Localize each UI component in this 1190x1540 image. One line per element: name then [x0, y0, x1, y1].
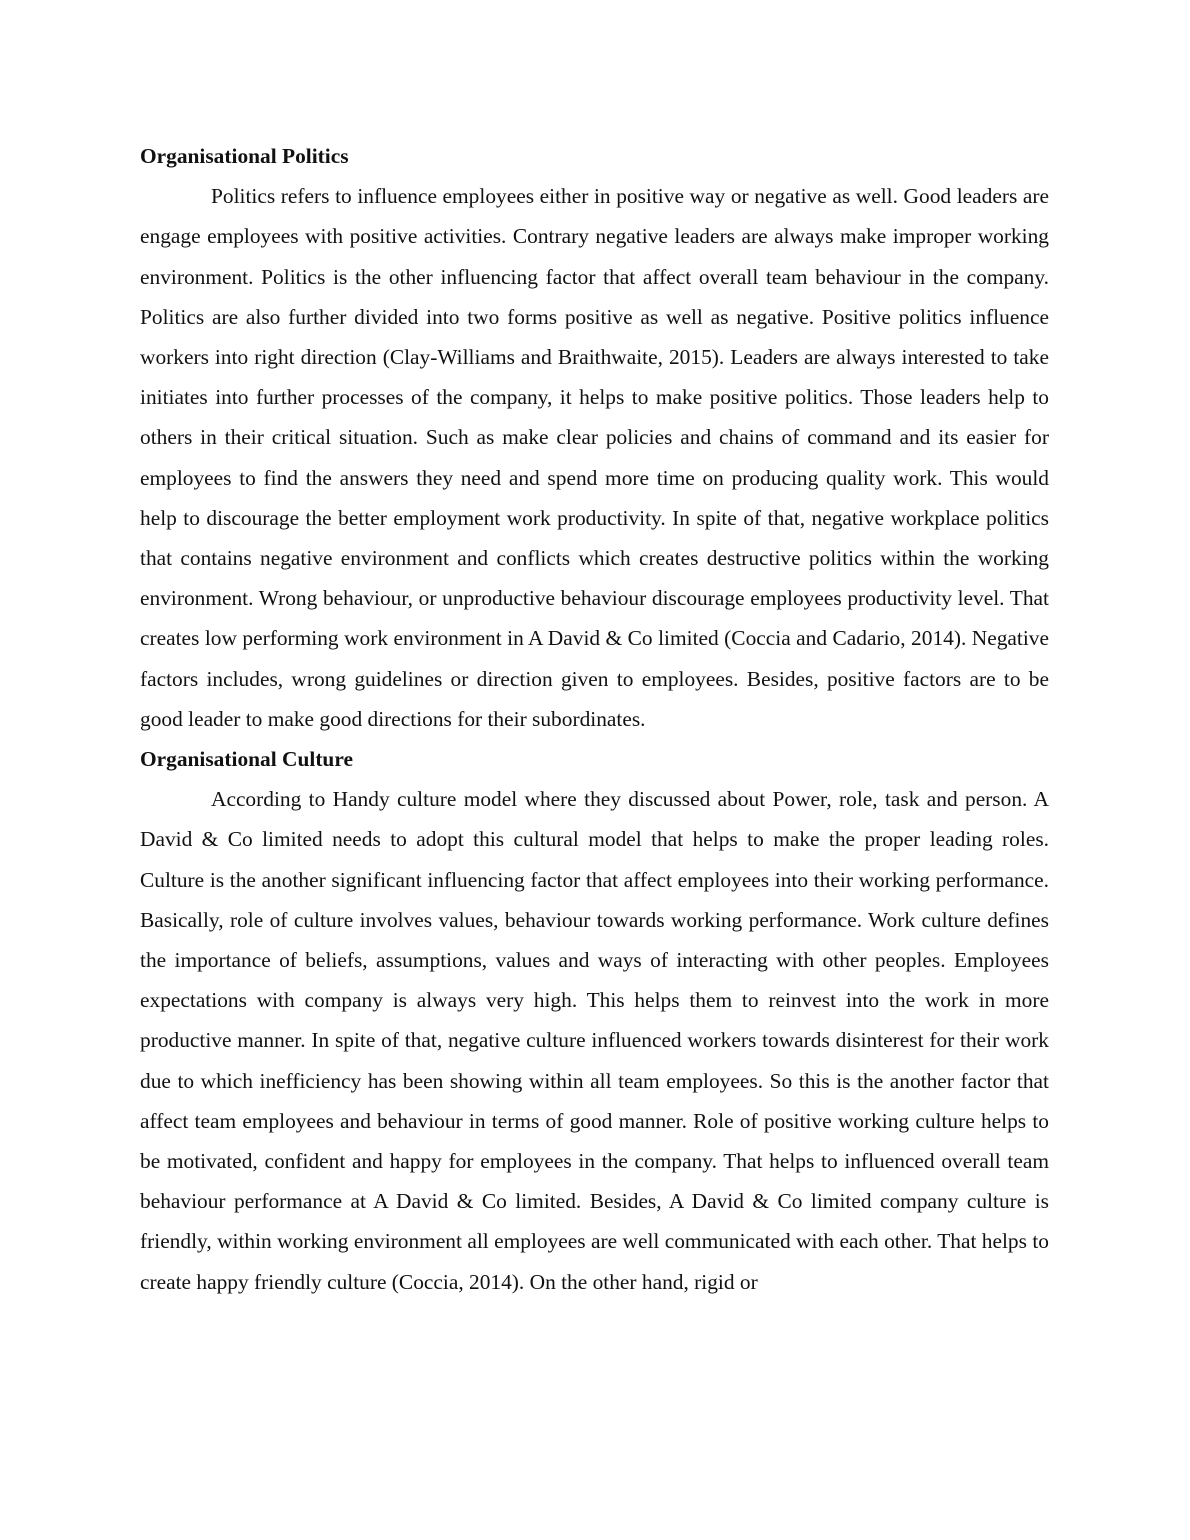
section-body-culture: According to Handy culture model where they discussed about Power, role, task and person. A David & Co limited needs to adopt this cultural model that helps to make the proper leading roles. Culture is the another significant influencing factor that affect employees into their working performance. Basically, role of culture involves values, behaviour towards working performance. Work culture defines the importance of beliefs, assumptions, values and ways of interacting with other peoples. Employees expectations with company is always very high. This helps them to reinvest into the work in more productive manner. In spite of that, negative culture influenced workers towards disinterest for their work due to which inefficiency has been showing within all team employees. So this is the another factor that affect team employees and behaviour in terms of good manner. Role of positive working culture helps to be motivated, confident and happy for employees in the company. That helps to influenced overall team behaviour performance at A David & Co limited. Besides, A David & Co limited company culture is friendly, within working environment all employees are well communicated with each other. That helps to create happy friendly culture (Coccia, 2014). On the other hand, rigid or — [140, 787, 1049, 1294]
section-heading-politics: Organisational Politics — [140, 144, 349, 168]
section-body-politics: Politics refers to influence employees either in positive way or negative as well. Good leaders are engage employees with positive activities. Contrary negative leaders are always make improper working environment. Politics is the other influencing factor that affect overall team behaviour in the company. Politics are also further divided into two forms positive as well as negative. Positive politics influence workers into right direction (Clay-Williams and Braithwaite, 2015). Leaders are always interested to take initiates into further processes of the company, it helps to make positive politics. Those leaders help to others in their critical situation. Such as make clear policies and chains of command and its easier for employees to find the answers they need and spend more time on producing quality work. This would help to discourage the better employment work productivity. In spite of that, negative workplace politics that contains negative environment and conflicts which creates destructive politics within the working environment. Wrong behaviour, or unproductive behaviour discourage employees productivity level. That creates low performing work environment in A David & Co limited (Coccia and Cadario, 2014). Negative factors includes, wrong guidelines or direction given to employees. Besides, positive factors are to be good leader to make good directions for their subordinates. — [140, 184, 1049, 731]
section-heading-culture: Organisational Culture — [140, 747, 353, 772]
document-page — [140, 136, 1049, 1302]
